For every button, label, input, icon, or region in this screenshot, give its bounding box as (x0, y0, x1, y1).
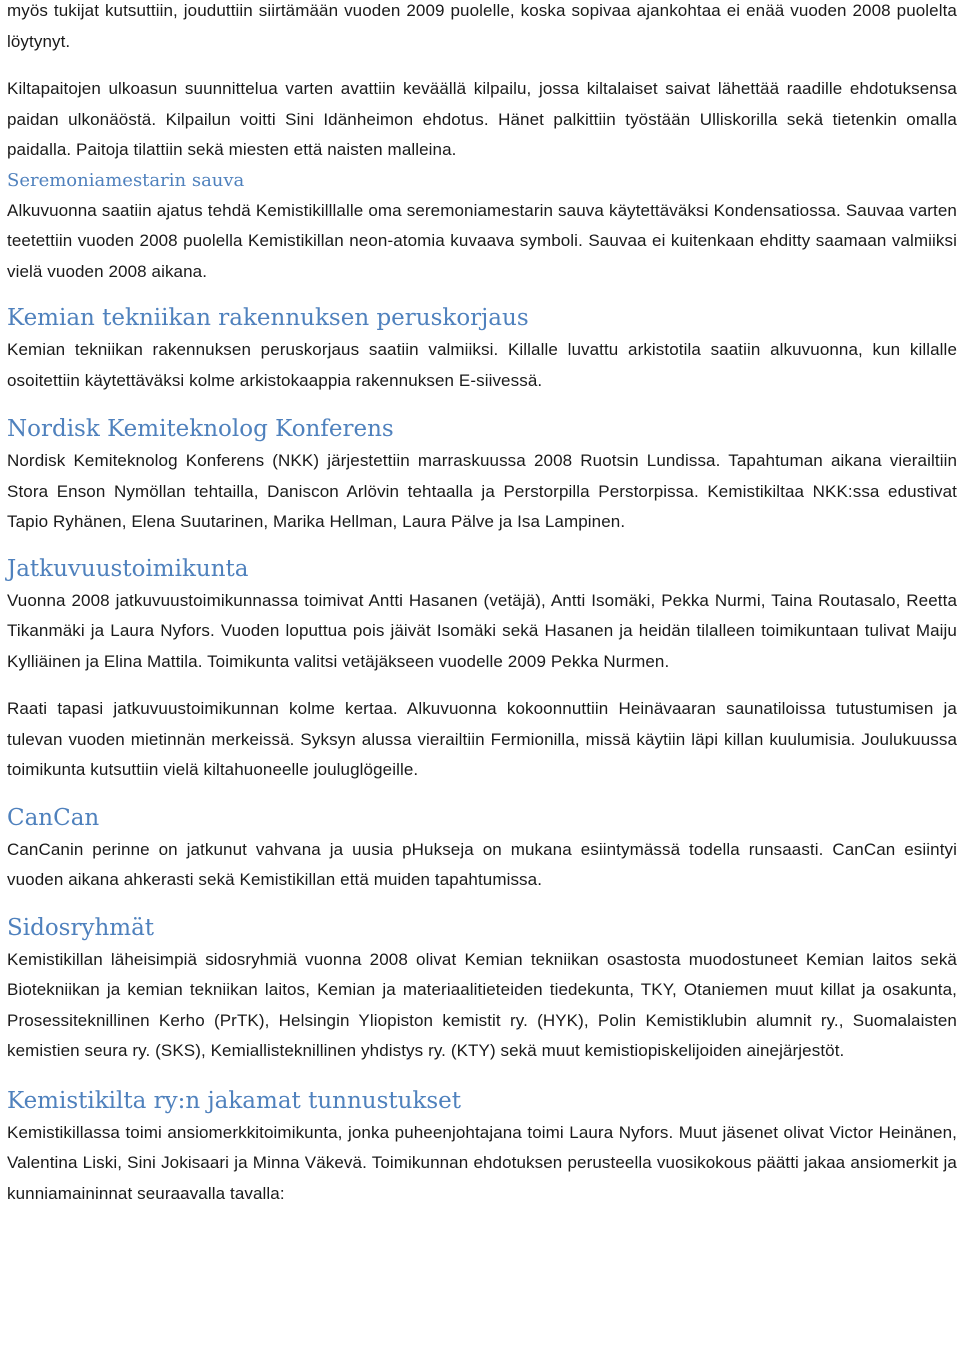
section-paragraph: CanCanin perinne on jatkunut vahvana ja uusia pHukseja on mukana esiintymässä todella runsaasti. CanCan esiintyi vuoden aikana ahkerasti sekä Kemistikillan että muiden tapahtumissa. (7, 839, 957, 889)
intro-paragraph: myös tukijat kutsuttiin, jouduttiin siirtämään vuoden 2009 puolelle, koska sopivaa ajankohtaa ei enää vuoden 2008 puolelta löytynyt. (7, 1, 957, 51)
section-paragraph: Kemistikillassa toimi ansiomerkkitoimikunta, jonka puheenjohtajana toimi Laura Nyfors. Muut jäsenet olivat Victor Heinänen, Valentina Liski, Sini Jokisaari ja Minna Väkevä. Toimikunnan ehdotuksen perusteella vuosikokous päätti jakaa ansiomerkit ja kunniamaininnat seuraavalla tavalla: (7, 1122, 957, 1203)
section-paragraph: Raati tapasi jatkuvuustoimikunnan kolme kertaa. Alkuvuonna kokoonnuttiin Heinävaaran saunatiloissa tutustumisen ja tulevan vuoden mietinnän merkeissä. Syksyn alussa vierailtiin Fermionilla, missä käytiin läpi killan kuulumisia. Joulukuussa toimikunta kutsuttiin vielä kiltahuoneelle jouluglögeille. (7, 699, 957, 779)
section-paragraph: Alkuvuonna saatiin ajatus tehdä Kemistikilllalle oma seremoniamestarin sauva käytettäväksi Kondensatiossa. Sauvaa varten teetettiin vuoden 2008 puolella Kemistikillan neon-atomia kuvaava symboli. Sauvaa ei kuitenkaan ehditty saamaan valmiiksi vielä vuoden 2008 aikana. (7, 200, 957, 281)
section-paragraph: Nordisk Kemiteknolog Konferens (NKK) järjestettiin marraskuussa 2008 Ruotsin Lundissa. Tapahtuman aikana vierailtiin Stora Enson Nymöllan tehtailla, Daniscon Arlövin tehtaalla ja Perstorpilla Perstorpissa. Kemistikiltaa NKK:ssa edustivat Tapio Ryhänen, Elena Suutarinen, Marika Hellman, Laura Pälve ja Isa Lampinen. (7, 451, 957, 531)
section-heading: CanCan (7, 804, 100, 831)
section-paragraph: Vuonna 2008 jatkuvuustoimikunnassa toimivat Antti Hasanen (vetäjä), Antti Isomäki, Pekka Nurmi, Taina Routasalo, Reetta Tikanmäki ja Laura Nyfors. Vuoden loputtua pois jäivät Isomäki sekä Hasanen ja heidän tilalleen toimikuntaan tulivat Maiju Kylliäinen ja Elina Mattila. Toimikunta valitsi vetäjäkseen vuodelle 2009 Pekka Nurmen. (7, 590, 957, 671)
section-heading: Seremoniamestarin sauva (7, 169, 245, 191)
section-paragraph: Kemistikillan läheisimpiä sidosryhmiä vuonna 2008 olivat Kemian tekniikan osastosta muodostuneet Kemian laitos sekä Biotekniikan ja kemian tekniikan laitos, Kemian ja materiaalitieteiden tiedekunta, TKY, Otaniemen muut killat ja osakunta, Prosessiteknillinen Kerho (PrTK), Helsingin Yliopiston kemistit ry. (HYK), Polin Kemistiklubin alumnit ry., Suomalaisten kemistien seura ry. (SKS), Kemiallisteknillinen yhdistys ry. (KTY) sekä muut kemistiopiskelijoiden ainejärjestöt. (7, 949, 957, 1060)
section-paragraph: Kemian tekniikan rakennuksen peruskorjaus saatiin valmiiksi. Killalle luvattu arkistotila saatiin alkuvuonna, kun killalle osoitettiin käytettäväksi kolme arkistokaappia rakennuksen E-siivessä. (7, 340, 957, 390)
section-heading: Kemistikilta ry:n jakamat tunnustukset (7, 1087, 462, 1114)
shirt-paragraph: Kiltapaitojen ulkoasun suunnittelua varten avattiin keväällä kilpailu, jossa kiltalaiset saivat lähettää raadille ehdotuksensa paidan ulkonäöstä. Kilpailun voitti Sini Idänheimon ehdotus. Hänet palkittiin työstään Ulliskorilla sekä tietenkin omalla paidalla. Paitoja tilattiin sekä miesten että naisten malleina. (7, 79, 957, 159)
section-heading: Nordisk Kemiteknolog Konferens (7, 416, 394, 442)
section-heading: Jatkuvuustoimikunta (7, 555, 249, 582)
document-page (7, 0, 957, 1209)
section-heading: Kemian tekniikan rakennuksen peruskorjaus (7, 305, 529, 331)
section-heading: Sidosryhmät (7, 914, 155, 941)
